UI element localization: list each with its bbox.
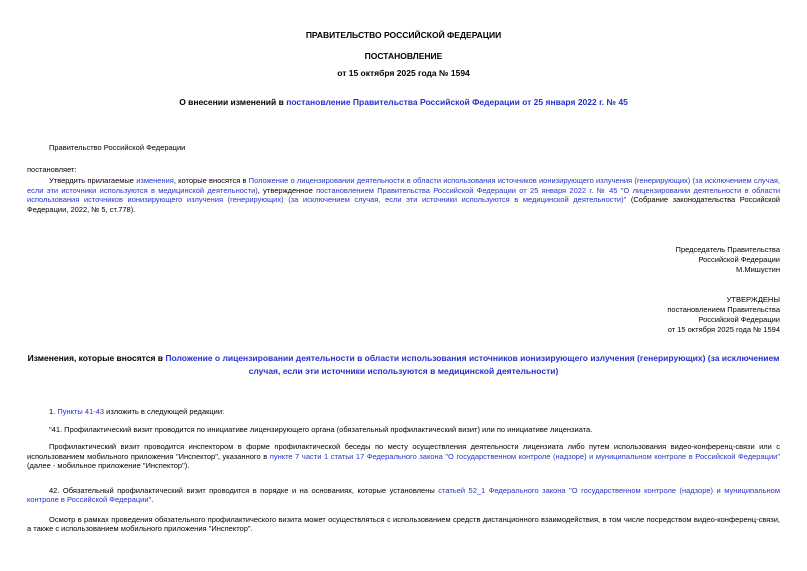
title-link-resolution-45[interactable]: постановление Правительства Российской Федерации от 25 января 2022 г. № 45 xyxy=(286,97,628,107)
resolves-text: постановляет: xyxy=(27,164,77,174)
link-regulation-licensing[interactable]: Положение о лицензировании деятельности в области использования источников ионизирующего излучения (генерирующих) (за исключением случая, если эти источники используются в медицинской деятельности) xyxy=(27,176,781,195)
changes-heading-text: Изменения, которые вносятся в xyxy=(27,353,166,363)
signature-name: М.Мишустин xyxy=(736,265,780,274)
document-title xyxy=(27,97,780,108)
paragraph-text: (далее - мобильное приложение "Инспектор"). xyxy=(27,461,190,470)
item-1-text: изложить в следующей редакции: xyxy=(104,407,225,416)
link-changes[interactable]: изменения xyxy=(136,176,174,185)
signature-block xyxy=(27,245,780,275)
approved-by-line2: Российской Федерации xyxy=(698,315,780,324)
paragraph-text: , которые вносятся в xyxy=(173,176,249,185)
document-date-number: от 15 октября 2025 года № 1594 xyxy=(337,68,470,78)
item-1-number: 1. xyxy=(49,407,58,416)
item-1 xyxy=(27,407,780,417)
link-resolution-45-full[interactable]: постановлением Правительства Российской Федерации от 25 января 2022 г. № 45 "О лицензировании деятельности в области использования источников ионизирующего излучения (генерирующих) (за исключением случая, если эти источники используются в медицинской деятельности)" xyxy=(27,185,781,204)
link-regulation-licensing-heading[interactable]: Положение о лицензировании деятельности в области использования источников ионизирующего излучения (генерирующих) (за исключением случая, если эти источники используются в медицинской деятельности) xyxy=(165,353,780,376)
paragraph-inspection: Осмотр в рамках проведения обязательного профилактического визита может осуществляться с использованием средств дистанционного взаимодействия, в том числе посредством видео-конференц-связи, а также с использованием мобильного приложения "Инспектор". xyxy=(27,514,780,533)
link-clause-7-part-1-article-17[interactable]: пункте 7 части 1 статьи 17 Федерального закона "О государственном контроле (надзоре) и муниципальном контроле в Российской Федерации" xyxy=(269,451,780,461)
paragraph-41: "41. Профилактический визит проводится по инициативе лицензирующего органа (обязательный профилактический визит) или по инициативе лицензиата. xyxy=(49,424,593,434)
document-title-text: О внесении изменений в xyxy=(179,97,287,107)
paragraph-text: , утвержденное xyxy=(257,185,317,195)
document-type: ПОСТАНОВЛЕНИЕ xyxy=(364,51,443,61)
paragraph-text: 42. Обязательный профилактический визит проводится в порядке и на основаниях, которые установлены xyxy=(49,485,439,495)
paragraph-text: (Собрание законодательства Российской Федерации, 2022, № 5, ст.778). xyxy=(27,195,780,214)
approved-by-line1: постановлением Правительства xyxy=(667,305,780,314)
signature-position-line2: Российской Федерации xyxy=(698,255,780,264)
approved-label: УТВЕРЖДЕНЫ xyxy=(726,295,780,304)
paragraph-42 xyxy=(27,486,780,505)
paragraph-text: Профилактический визит проводится инспектором в форме профилактической беседы по месту осуществления деятельности лицензиата либо путем использования видео-конференц-связи или с использованием мобильного приложения "Инспектор", указанного в xyxy=(27,442,780,461)
changes-heading xyxy=(27,352,780,377)
link-article-52-1[interactable]: статьей 52_1 Федерального закона "О государственном контроле (надзоре) и муниципальном контроле в Российской Федерации" xyxy=(27,485,781,504)
preamble: Правительство Российской Федерации xyxy=(49,143,186,152)
paragraph-text: . xyxy=(151,495,154,504)
approved-block xyxy=(27,295,780,335)
document-org: ПРАВИТЕЛЬСТВО РОССИЙСКОЙ ФЕДЕРАЦИИ xyxy=(305,30,502,40)
paragraph-approve-changes xyxy=(27,176,780,214)
signature-position-line1: Председатель Правительства xyxy=(675,245,780,254)
paragraph-text: Утвердить прилагаемые xyxy=(49,176,137,185)
link-items-41-43[interactable]: Пункты 41-43 xyxy=(57,407,105,416)
approved-date-number: от 15 октября 2025 года № 1594 xyxy=(667,325,780,334)
paragraph-41-visit xyxy=(27,442,780,471)
